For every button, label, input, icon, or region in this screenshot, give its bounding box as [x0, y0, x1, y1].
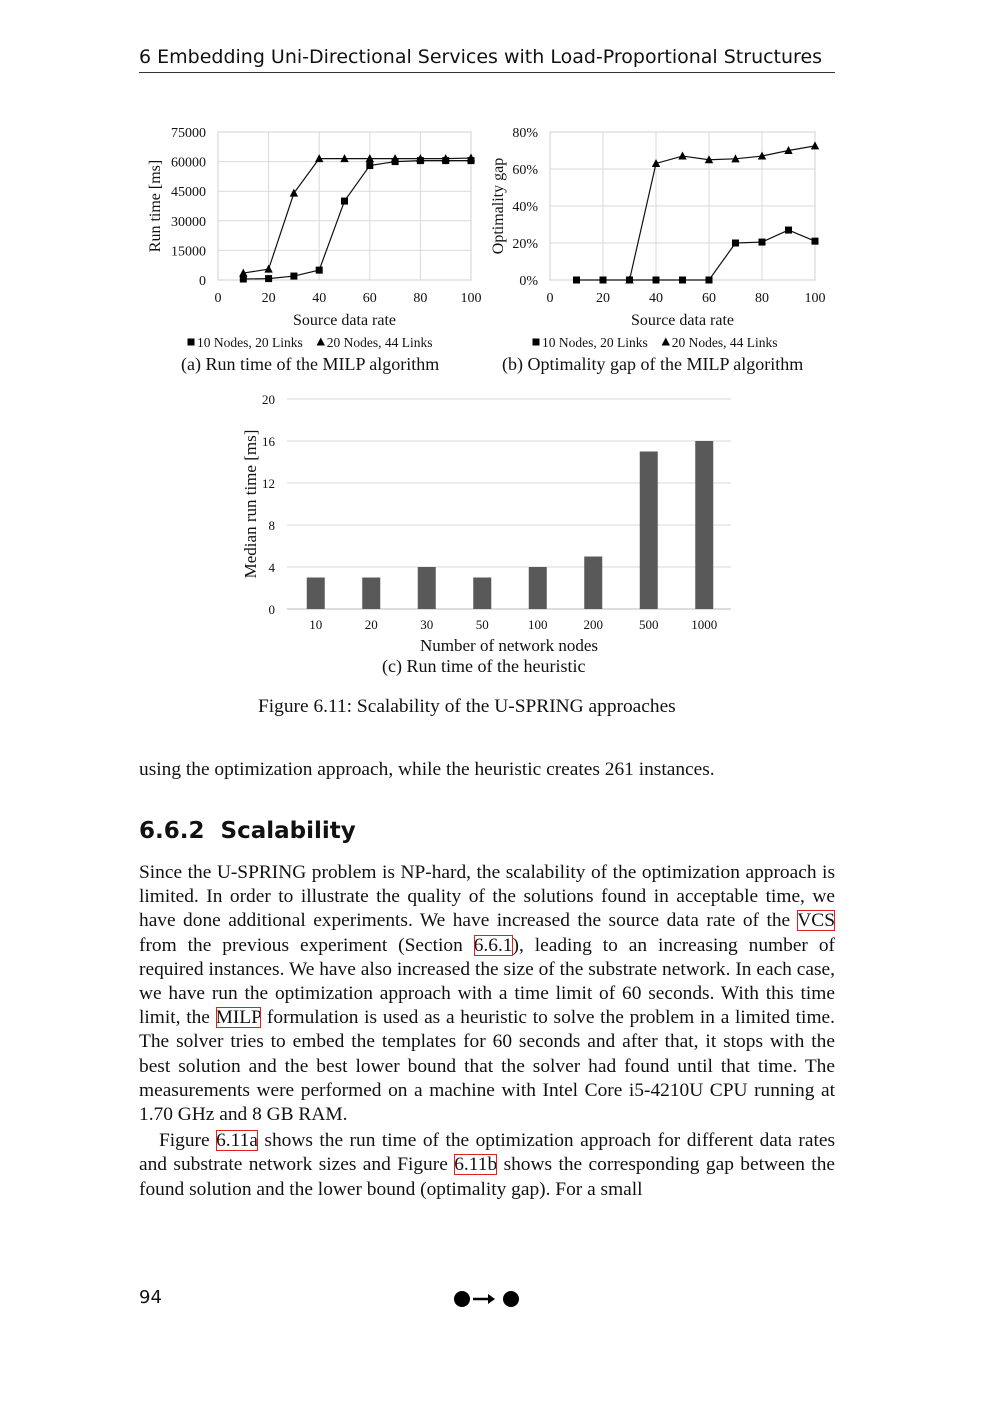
chart-a-caption: (a) Run time of the MILP algorithm — [181, 354, 440, 374]
paragraph-1: Since the U-SPRING problem is NP-hard, the scalability of the optimization approach is limited. In order to illustrate the quality of the solutions found in acceptable time, we have done additional experiments. We have increased the source data rate of the VCS from the previous experiment (Section 6.6.1), leading to an increasing number of required instances. We have also increased the size of the substrate network. In each case, we have run the optimization approach with a time limit of 60 seconds. With this time limit, the MILP formulation is used as a heuristic to solve the problem in a limited time. The solver tries to embed the templates for 60 seconds and after that, it stops with the best solution and the best lower bound that the solver had found until that time. The measurements were performed on a machine with Intel Core i5-4210U CPU running at 1.70 GHz and 8 GB RAM. — [139, 862, 835, 1126]
y-tick-label: 45000 — [171, 185, 206, 201]
data-point — [265, 275, 272, 282]
legend-marker — [533, 339, 540, 346]
series-line-1 — [577, 230, 816, 280]
data-point — [264, 265, 272, 273]
x-tick-label: 20 — [596, 291, 610, 306]
series-line-2 — [243, 158, 471, 273]
y-tick-label: 40% — [512, 200, 538, 215]
data-point — [759, 239, 766, 246]
y-tick-label: 75000 — [171, 126, 206, 141]
data-point — [573, 277, 580, 284]
acronym-link-milp[interactable]: MILP — [215, 1007, 262, 1029]
intro-line: using the optimization approach, while the heuristic creates 261 instances. — [139, 759, 715, 780]
x-tick-label: 200 — [583, 617, 603, 632]
x-tick-label: 80 — [413, 291, 428, 306]
x-tick-label: 30 — [420, 617, 434, 632]
section-number: 6.6.2 — [139, 818, 205, 844]
legend-marker — [188, 339, 195, 346]
bar-100 — [529, 567, 547, 609]
legend-label: 20 Nodes, 44 Links — [671, 335, 778, 350]
bar-200 — [584, 557, 602, 610]
dot-arrow-dot-icon — [453, 1288, 523, 1310]
y-tick-label: 0 — [199, 274, 206, 289]
x-axis-label: Number of network nodes — [420, 636, 598, 652]
figure-link-6-11a[interactable]: 6.11a — [216, 1130, 258, 1152]
chart-a-run-time-milp — [140, 120, 520, 350]
y-tick-label: 4 — [268, 560, 275, 575]
data-point — [785, 227, 792, 234]
legend-label: 10 Nodes, 20 Links — [197, 335, 303, 350]
y-tick-label: 20% — [512, 237, 538, 252]
y-tick-label: 80% — [512, 126, 538, 141]
data-point — [732, 240, 739, 247]
x-tick-label: 1000 — [691, 617, 718, 632]
running-header: 6 Embedding Uni-Directional Services with Load-Proportional Structures — [139, 46, 835, 73]
figure-link-6-11b[interactable]: 6.11b — [454, 1154, 498, 1176]
page-number: 94 — [139, 1287, 162, 1308]
acronym-link-vcs[interactable]: VCS — [797, 910, 835, 932]
data-point — [811, 141, 819, 149]
x-tick-label: 40 — [312, 291, 327, 306]
x-tick-label: 0 — [546, 291, 554, 306]
figure-caption: Figure 6.11: Scalability of the U-SPRING approaches — [258, 696, 676, 717]
legend-marker — [317, 338, 325, 346]
y-tick-label: 16 — [262, 434, 275, 449]
x-axis-label: Source data rate — [292, 312, 397, 329]
data-point — [316, 267, 323, 274]
body-intro — [139, 758, 835, 782]
y-tick-label: 60000 — [171, 155, 206, 171]
y-axis-label: Median run time [ms] — [241, 429, 260, 579]
paragraph-2: Figure 6.11a shows the run time of the optimization approach for different data rates and substrate network sizes and Figure 6.11b shows the corresponding gap between the found solution and the lower bound (optimality gap). For a small — [139, 1130, 835, 1200]
x-tick-label: 60 — [362, 291, 377, 306]
chart-b-optimality-gap-milp — [485, 120, 845, 350]
section-title: Scalability — [220, 818, 356, 844]
y-tick-label: 60% — [512, 163, 538, 178]
x-tick-label: 80 — [755, 291, 769, 306]
y-tick-label: 0% — [519, 274, 538, 289]
data-point — [653, 277, 660, 284]
x-tick-label: 10 — [309, 617, 323, 632]
body-text — [139, 861, 835, 1202]
x-axis-label: Source data rate — [630, 312, 735, 329]
data-point — [678, 152, 686, 160]
chart-c-caption: (c) Run time of the heuristic — [382, 656, 586, 676]
bar-10 — [307, 578, 325, 610]
data-point — [679, 277, 686, 284]
y-axis-label: Run time [ms] — [147, 159, 164, 253]
y-tick-label: 30000 — [171, 214, 206, 230]
x-tick-label: 60 — [702, 291, 716, 306]
y-tick-label: 12 — [262, 476, 275, 491]
x-tick-label: 50 — [475, 617, 489, 632]
section-heading — [139, 818, 356, 844]
x-tick-label: 500 — [639, 617, 659, 632]
data-point — [290, 273, 297, 280]
section-link-6-6-1[interactable]: 6.6.1 — [473, 934, 513, 956]
y-tick-label: 0 — [268, 602, 275, 617]
x-tick-label: 100 — [528, 617, 548, 632]
chart-c-heuristic-run-time — [235, 390, 745, 652]
y-tick-label: 8 — [268, 518, 275, 533]
y-axis-label: Optimality gap — [490, 157, 507, 255]
legend-label: 10 Nodes, 20 Links — [542, 335, 648, 350]
bar-50 — [473, 578, 491, 610]
chart-b-caption: (b) Optimality gap of the MILP algorithm — [502, 354, 804, 374]
x-tick-label: 0 — [214, 291, 222, 306]
y-tick-label: 15000 — [171, 244, 206, 260]
x-tick-label: 20 — [364, 617, 378, 632]
bar-30 — [418, 567, 436, 609]
data-point — [341, 198, 348, 205]
legend-marker — [662, 338, 670, 346]
bar-1000 — [695, 441, 713, 609]
x-tick-label: 40 — [649, 291, 663, 306]
data-point — [706, 277, 713, 284]
bar-500 — [640, 452, 658, 610]
data-point — [600, 277, 607, 284]
x-tick-label: 100 — [804, 291, 826, 306]
bar-20 — [362, 578, 380, 610]
y-tick-label: 20 — [262, 392, 275, 407]
x-tick-label: 20 — [261, 291, 276, 306]
data-point — [812, 238, 819, 245]
data-point — [366, 162, 373, 169]
legend-label: 20 Nodes, 44 Links — [326, 335, 433, 350]
series-line-1 — [243, 161, 471, 279]
x-tick-label: 100 — [460, 291, 482, 306]
